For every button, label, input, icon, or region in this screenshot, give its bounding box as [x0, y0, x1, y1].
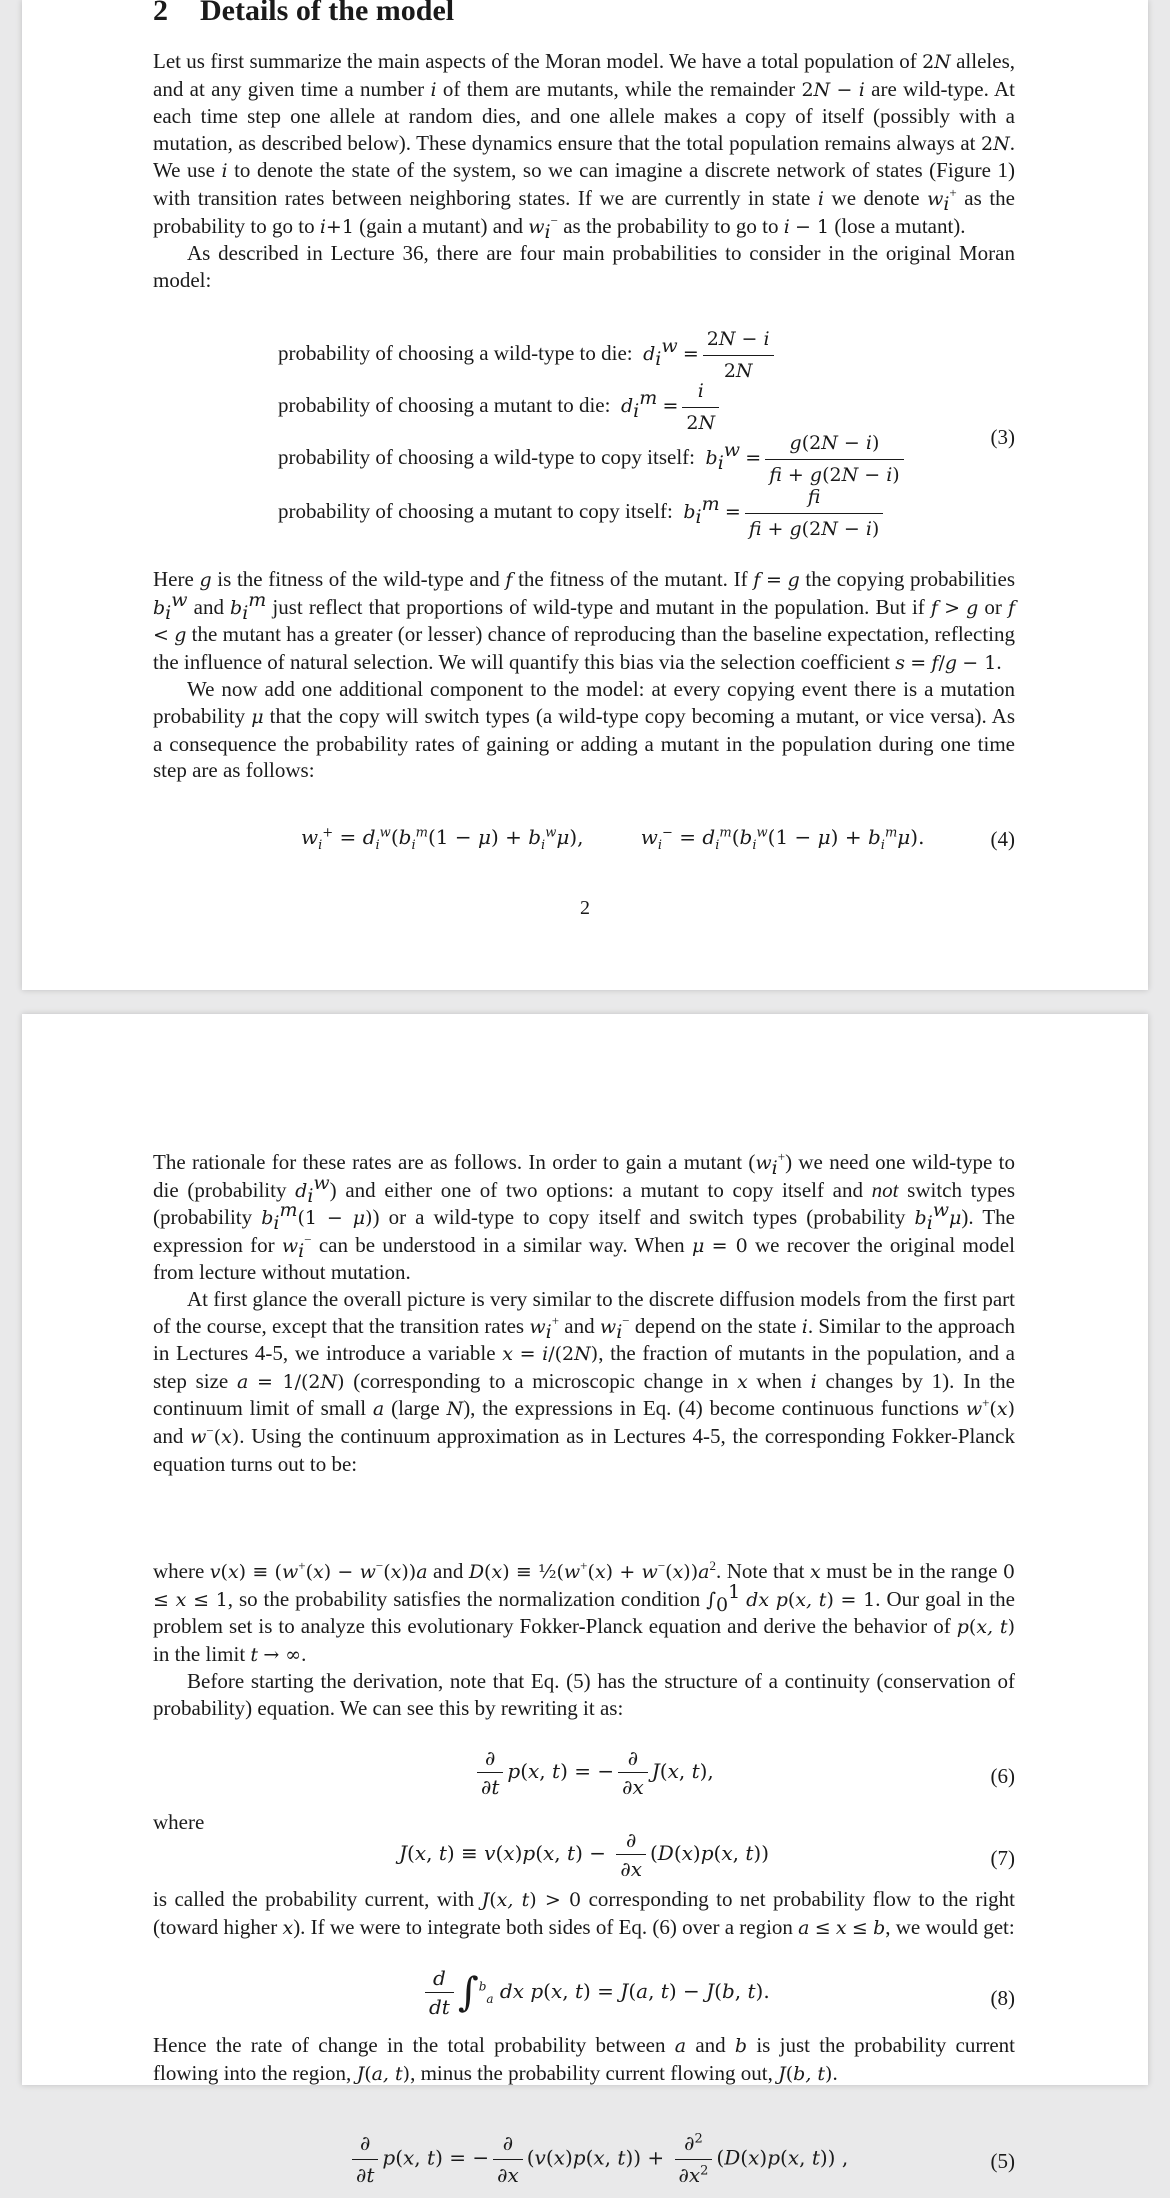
equation-6: $\frac{\partial}{\partial t}$ p(x, t) = − $\frac{\partial}{\partial x}$ J(x, t), [473, 1746, 714, 1799]
paragraph: Here g is the fitness of the wild-type and f the fitness of the mutant. If f = g the copying probabilities $b_i^w$ and $b_i^m$ just reflect that proportions of wild-type and mutant in the population. But if f > g or f < g the mutant has a greater (or lesser) chance of reproducing than the baseline expectation, reflecting the influence of natural selection. We will quantify this bias via the selection coefficient s = f/g − 1. [153, 567, 1016, 674]
equation-number: (4) [990, 827, 1015, 851]
paragraph: As described in Lecture 36, there are four main probabilities to consider in the original Moran model: [153, 241, 1015, 292]
eq3-row-4: probability of choosing a mutant to copy itself: $b_i^m$ = $\frac{fi}{fi + g(2N - i)}$ [278, 484, 887, 542]
page2-paragraphs-d [153, 1886, 1015, 1941]
equation-number: (7) [990, 1846, 1015, 1870]
equation-7-block [153, 1828, 1015, 1888]
equation-7: J(x, t) ≡ v(x)p(x, t) − $\frac{\partial}{\partial x}$ (D(x)p(x, t)) [399, 1828, 770, 1881]
paragraph: is called the probability current, with J(x, t) > 0 corresponding to net probability flow to the right (toward higher x). If we were to integrate both sides of Eq. (6) over a region a ≤ x ≤ b, we would get: [153, 1887, 1016, 1939]
eq3-row-1: probability of choosing a wild-type to die: $d_i^w$ = $\frac{2N - i}{2N}$ [278, 326, 778, 384]
equation-4-block [153, 824, 1015, 858]
equation-number: (5) [990, 2149, 1015, 2173]
page-1 [22, 0, 1148, 990]
section-title: Details of the model [200, 0, 455, 27]
equation-number: (6) [990, 1764, 1015, 1788]
page2-paragraphs-e [153, 2032, 1015, 2087]
section-heading [153, 0, 454, 28]
eq3-row-2: probability of choosing a mutant to die: $d_i^m$ = $\frac{i}{2N}$ [278, 378, 723, 436]
page-number: 2 [580, 897, 590, 919]
paragraph: where v(x) ≡ (w+(x) − w−(x))a and D(x) ≡ ½(w+(x) + $w^-(x))a^2$. Note that x must be in the range 0 ≤ x ≤ 1, so the probability satisfies the normalization condition $\int_0^1$ dx p(x, t) = 1. Our goal in the problem set is to analyze this evolutionary Fokker-Planck equation and derive the behavior of p(x, t) in the limit t → ∞. [153, 1558, 1016, 1666]
equation-5: $\frac{\partial}{\partial t}$ p(x, t) = − $\frac{\partial}{\partial x}$ (v(x)p(x, t)) + $\frac{\partial^2}{\partial x^2}$ (D(x)p(x, t)) , [348, 2130, 848, 2188]
paragraph: Let us first summarize the main aspects of the Moran model. We have a total population of 2N alleles, and at any given time a number i of them are mutants, while the remainder 2N − i are wild-type. At each time step one allele at random dies, and one allele makes a copy of itself (possibly with a mutation, as described below). These dynamics ensure that the total population remains always at 2N. We use i to denote the state of the system, so we can imagine a discrete network of states (Figure 1) with transition rates between neighboring states. If we are currently in state i we denote $w_i^+$ as the probability to go to i+1 (gain a mutant) and $w_i^-$ as the probability to go to i − 1 (lose a mutant). [153, 49, 1016, 243]
paragraph: We now add one additional component to the model: at every copying event there is a mutation probability μ that the copy will switch types (a wild-type copy becoming a mutant, or vice versa). As a consequence the probability rates of gaining or adding a mutant in the population during one time step are as follows: [153, 677, 1016, 783]
equation-4: $w_i^+ = d_i^w(b_i^m(1 - \mu) + b_i^w\mu)$, $w_i^- = d_i^m(b_i^w(1 - \mu) + b_i^m\mu)$. [301, 825, 925, 853]
paragraphs-after-eq3 [153, 566, 1015, 784]
where-label: where [153, 1810, 205, 1834]
page2-paragraphs-c [153, 1558, 1015, 1722]
equation-6-block [153, 1746, 1015, 1806]
equation-8-block [153, 1966, 1015, 2036]
paragraph: Hence the rate of change in the total probability between a and b is just the probability current flowing into the region, J(a, t), minus the probability current flowing out, J(b, t). [153, 2033, 1015, 2085]
eq3-row-3: probability of choosing a wild-type to copy itself: $b_i^w$ = $\frac{g(2N - i)}{fi + g(2N - i)}$ [278, 430, 908, 488]
paragraph: The rationale for these rates are as follows. In order to gain a mutant $(w_i^+)$ we need one wild-type to die (probability $d_i^w$) and either one of two options: a mutant to copy itself and not switch types (probability $b_i^m(1 - \mu)$) or a wild-type to copy itself and switch types (probability $b_i^w\mu$). The expression for $w_i^-$ can be understood in a similar way. When μ = 0 we recover the original model from lecture without mutation. [153, 1149, 1016, 1285]
equation-5-block [153, 2130, 1015, 2198]
equation-number: (3) [990, 425, 1015, 449]
page2-paragraphs-a [153, 1149, 1015, 1477]
intro-paragraphs [153, 48, 1015, 293]
equation-8: $\frac{d}{dt}$ ∫$^b_a$ dx p(x, t) = J(a, t) − J(b, t). [421, 1966, 770, 2019]
equation-number: (8) [990, 1986, 1015, 2010]
paragraph: At first glance the overall picture is very similar to the discrete diffusion models from the first part of the course, except that the transition rates $w_i^+$ and $w_i^-$ depend on the state i. Similar to the approach in Lectures 4-5, we introduce a variable x = i/(2N), the fraction of mutants in the population, and a step size a = 1/(2N) (corresponding to a microscopic change in x when i changes by 1). In the continuum limit of small a (large N), the expressions in Eq. (4) become continuous functions w+(x) and w−(x). Using the continuum approximation as in Lectures 4-5, the corresponding Fokker-Planck equation turns out to be: [153, 1286, 1016, 1476]
equation-3-block [153, 318, 1015, 548]
section-number: 2 [153, 0, 168, 27]
paragraph: Before starting the derivation, note that Eq. (5) has the structure of a continuity (conservation of probability) equation. We can see this by rewriting it as: [153, 1669, 1015, 1720]
